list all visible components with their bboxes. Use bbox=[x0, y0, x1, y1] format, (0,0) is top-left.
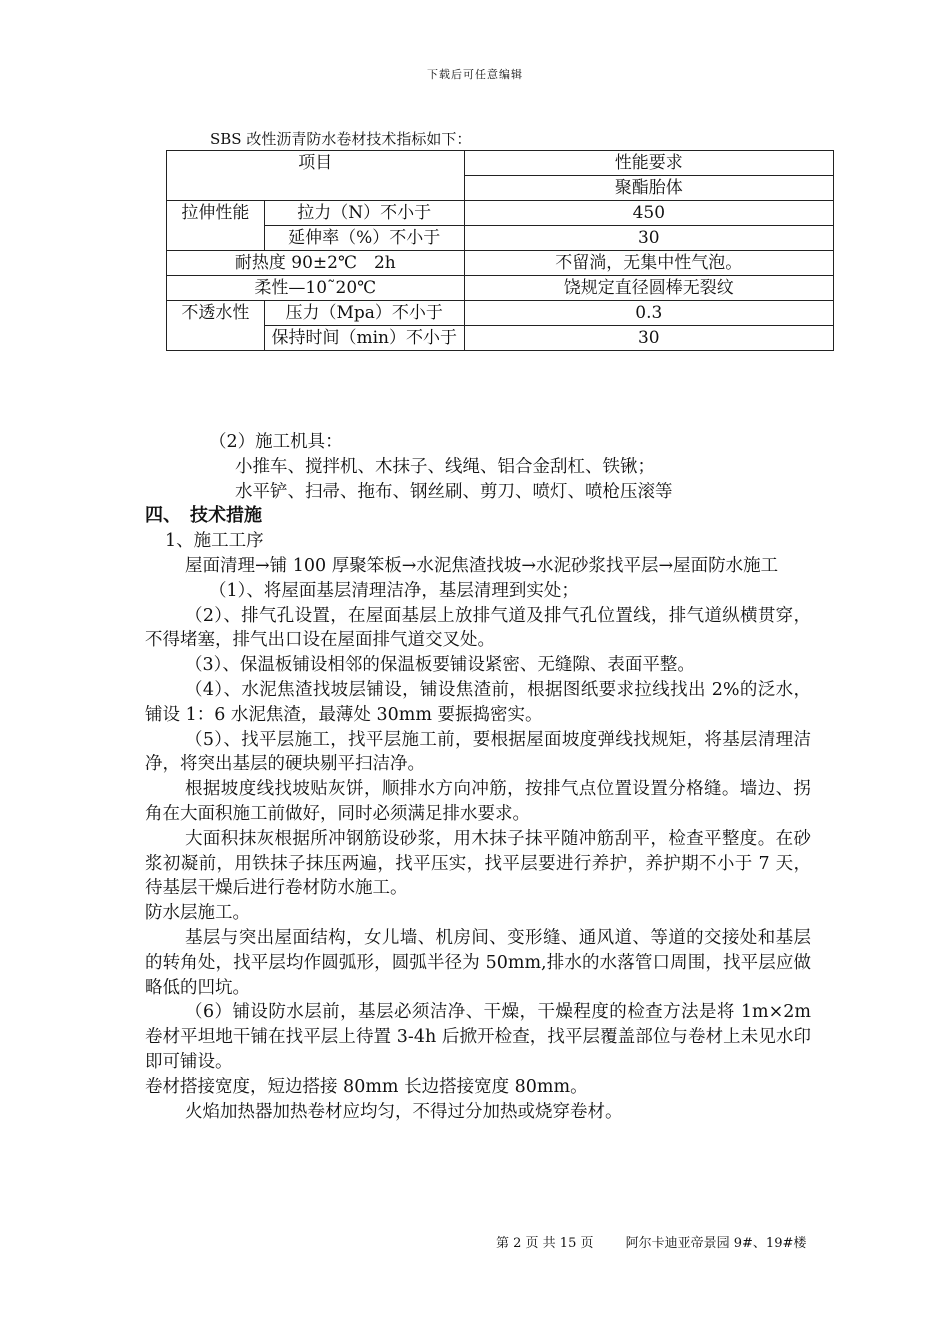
group-tensile: 拉伸性能 bbox=[167, 201, 265, 251]
elongation-value: 30 bbox=[464, 226, 833, 251]
table-row bbox=[167, 326, 834, 351]
paragraph: （2）、排气孔设置，在屋面基层上放排气道及排气孔位置线，排气道纵横贯穿，不得堵塞，排气出口设在屋面排气道交叉处。 bbox=[145, 605, 811, 651]
table-row bbox=[167, 276, 834, 301]
table-header-item: 项目 bbox=[167, 151, 465, 201]
paragraph: 防水层施工。 bbox=[145, 903, 250, 924]
table-header-requirement: 性能要求 bbox=[464, 151, 833, 176]
paragraph: （3）、保温板铺设相邻的保温板要铺设紧密、无缝隙、表面平整。 bbox=[185, 655, 695, 676]
table-row bbox=[167, 151, 834, 176]
paragraph: 卷材搭接宽度，短边搭接 80mm 长边搭接宽度 80mm。 bbox=[145, 1076, 588, 1097]
hold-time-label: 保持时间（min）不小于 bbox=[264, 326, 464, 351]
flexibility-label: 柔性—10˜20℃ bbox=[167, 276, 465, 301]
paragraph: 根据坡度线找坡贴灰饼，顺排水方向冲筋，按排气点位置设置分格缝。墙边、拐角在大面积施工前做好，同时必须满足排水要求。 bbox=[145, 779, 811, 824]
subsection-heading: 1、施工工序 bbox=[165, 531, 264, 552]
body-text bbox=[145, 430, 811, 1124]
elongation-label: 延伸率（%）不小于 bbox=[264, 226, 464, 251]
tensile-force-value: 450 bbox=[464, 201, 833, 226]
pressure-label: 压力（Mpa）不小于 bbox=[264, 301, 464, 326]
table-row bbox=[167, 226, 834, 251]
paragraph: 火焰加热器加热卷材应均匀，不得过分加热或烧穿卷材。 bbox=[185, 1101, 623, 1122]
paragraph: 屋面清理→铺 100 厚聚笨板→水泥焦渣找坡→水泥砂浆找平层→屋面防水施工 bbox=[185, 555, 779, 576]
paragraph: 大面积抹灰根据所冲钢筋设砂浆，用木抹子抹平随冲筋刮平，检查平整度。在砂浆初凝前，用铁抹子抹压两遍，找平压实，找平层要进行养护，养护期不小于 7 天，待基层干燥后进行卷材防水施工。 bbox=[145, 828, 811, 899]
footer bbox=[496, 1232, 834, 1251]
hold-time-value: 30 bbox=[464, 326, 833, 351]
paragraph: （6）铺设防水层前，基层必须洁净、干燥，干燥程度的检查方法是将 1m×2m 卷材平坦地干铺在找平层上待置 3-4h 后掀开检查，找平层覆盖部位与卷材上未见水印即可铺设。 bbox=[145, 1002, 811, 1072]
section-heading: 四、 技术措施 bbox=[145, 505, 262, 527]
group-impermeability: 不透水性 bbox=[167, 301, 265, 351]
table-row bbox=[167, 251, 834, 276]
heat-resistance-value: 不留淌，无集中性气泡。 bbox=[464, 251, 833, 276]
project-name: 阿尔卡迪亚帝景园 9#、19#楼 bbox=[625, 1236, 807, 1251]
tensile-force-label: 拉力（N）不小于 bbox=[264, 201, 464, 226]
paragraph: （4）、水泥焦渣找坡层铺设，铺设焦渣前，根据图纸要求拉线找出 2%的泛水，铺设 1：6 水泥焦渣，最薄处 30mm 要振捣密实。 bbox=[145, 679, 811, 725]
paragraph: （2）施工机具： bbox=[209, 432, 343, 452]
paragraph: 水平铲、扫帚、拖布、钢丝刷、剪刀、喷灯、喷枪压滚等 bbox=[235, 481, 673, 502]
table-row bbox=[167, 201, 834, 226]
paragraph: （1）、将屋面基层清理洁净，基层清理到实处； bbox=[209, 580, 579, 601]
page-number: 第 2 页 共 15 页 bbox=[496, 1236, 594, 1251]
paragraph: （5）、找平层施工，找平层施工前，要根据屋面坡度弹线找规矩，将基层清理洁净，将突出基层的硬块剔平扫洁净。 bbox=[145, 729, 811, 775]
spec-table bbox=[166, 150, 834, 351]
flexibility-value: 饶规定直径圆棒无裂纹 bbox=[464, 276, 833, 301]
heat-resistance-label: 耐热度 90±2℃ 2h bbox=[167, 251, 465, 276]
table-caption: SBS 改性沥青防水卷材技术指标如下： bbox=[210, 130, 472, 148]
paragraph: 基层与突出屋面结构，女儿墙、机房间、变形缝、通风道、等道的交接处和基层的转角处，找平层均作圆弧形，圆弧半径为 50mm,排水的水落管口周围，找平层应做略低的凹坑。 bbox=[145, 927, 811, 998]
pressure-value: 0.3 bbox=[464, 301, 833, 326]
table-row bbox=[167, 301, 834, 326]
paragraph: 小推车、搅拌机、木抹子、线绳、铝合金刮杠、铁锹； bbox=[235, 456, 655, 477]
table-subheader: 聚酯胎体 bbox=[464, 176, 833, 201]
header-note: 下载后可任意编辑 bbox=[427, 68, 523, 81]
